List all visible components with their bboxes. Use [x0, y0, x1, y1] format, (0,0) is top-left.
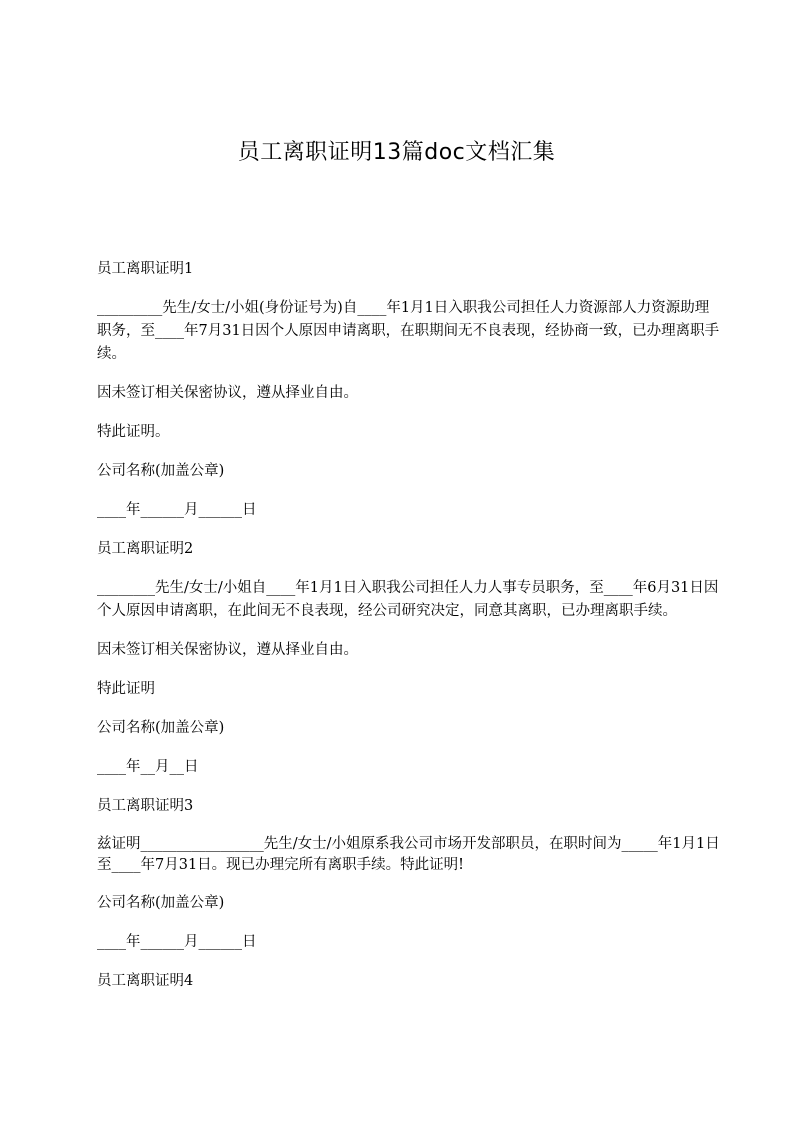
document-title: 员工离职证明13篇doc文档汇集	[237, 140, 556, 165]
section-heading-1: 员工离职证明1	[97, 261, 194, 277]
document-body	[97, 258, 722, 1009]
certificate-3-date: ____年______月______日	[97, 934, 257, 950]
certificate-1-confidentiality: 因未签订相关保密协议，遵从择业自由。	[97, 385, 358, 401]
certificate-1-body: _________先生/女士/小姐(身份证号为)自____年1月1日入职我公司担任人力资源部人力资源助理职务，至____年7月31日因个人原因申请离职，在职期间无不良表现，经协商一致，已办理离职手续。	[97, 300, 720, 362]
certificate-2-confidentiality: 因未签订相关保密协议，遵从择业自由。	[97, 642, 358, 658]
certificate-3-body: 兹证明_________________先生/女士/小姐原系我公司市场开发部职员，在职时间为_____年1月1日至____年7月31日。现已办理完所有离职手续。特此证明!	[97, 836, 720, 873]
certificate-2-company: 公司名称(加盖公章)	[97, 720, 225, 736]
certificate-2-date: ____年__月__日	[97, 759, 199, 775]
certificate-2-closing: 特此证明	[97, 681, 155, 697]
certificate-3-company: 公司名称(加盖公章)	[97, 895, 225, 911]
section-heading-4: 员工离职证明4	[97, 973, 194, 989]
certificate-1-closing: 特此证明。	[97, 424, 170, 440]
section-heading-3: 员工离职证明3	[97, 798, 194, 814]
certificate-2-body: ________先生/女士/小姐自____年1月1日入职我公司担任人力人事专员职务，至____年6月31日因个人原因申请离职，在此间无不良表现，经公司研究决定，同意其离职，已办理离职手续。	[97, 580, 719, 619]
certificate-1-company: 公司名称(加盖公章)	[97, 463, 225, 479]
certificate-1-date: ____年______月______日	[97, 502, 257, 518]
section-heading-2: 员工离职证明2	[97, 541, 194, 557]
